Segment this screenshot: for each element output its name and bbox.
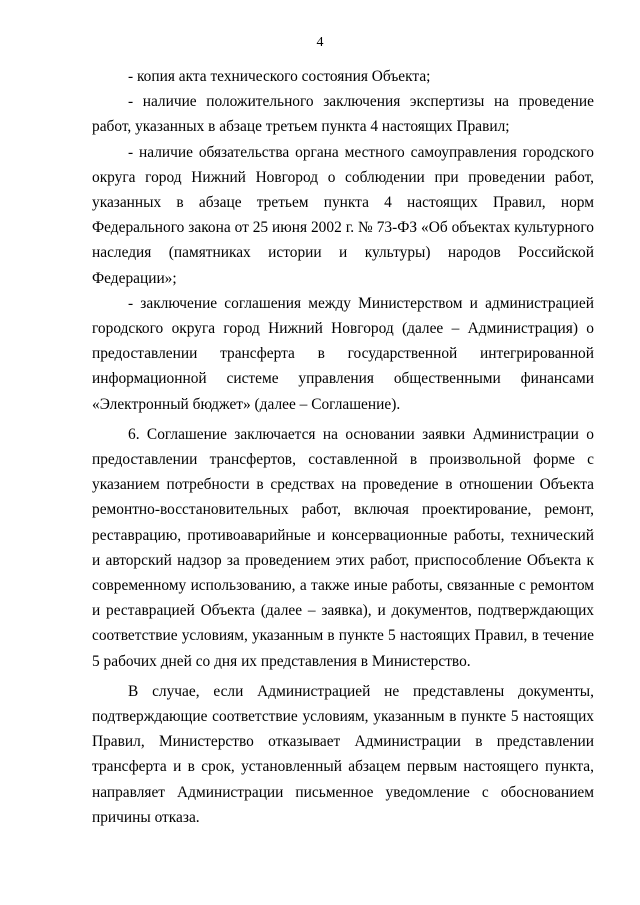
paragraph-municipal-obligation: - наличие обязательства органа местного самоуправления городского округа город Нижний Новгород о соблюдении при проведении работ, указанных в абзаце третьем пункта 4 настоящих Правил, норм Федерального закона от 25 июня 2002 г. № 73-ФЗ «Об объектах культурного наследия (памятниках истории и культуры) народов Российской Федерации»;	[92, 143, 594, 287]
paragraph-inspection-act: - копия акта технического состояния Объекта;	[128, 68, 431, 85]
document-body	[92, 64, 594, 830]
paragraph-agreement-conclusion: - заключение соглашения между Министерством и администрацией городского округа город Нижний Новгород (далее – Администрация) о предоставлении трансферта в государственной интегрированной информационной системе управления общественными финансами «Электронный бюджет» (далее – Соглашение).	[92, 294, 594, 413]
paragraph-expert-conclusion: - наличие положительного заключения экспертизы на проведение работ, указанных в абзаце третьем пункта 4 настоящих Правил;	[92, 93, 594, 136]
paragraph-item-6: 6. Соглашение заключается на основании заявки Администрации о предоставлении трансфертов, составленной в произвольной форме с указанием потребности в средствах на проведение в отношении Объекта ремонтно-восстановительных работ, включая проектирование, ремонт, реставрацию, противоаварийные и консервационные работы, технический и авторский надзор за проведением этих работ, приспособление Объекта к современному использованию, а также иные работы, связанные с ремонтом и реставрацией Объекта (далее – заявка), и документов, подтверждающих соответствие условиям, указанным в пункте 5 настоящих Правил, в течение 5 рабочих дней со дня их представления в Министерство.	[92, 425, 594, 670]
page-number: 4	[316, 35, 324, 50]
paragraph-refusal: В случае, если Администрацией не представлены документы, подтверждающие соответствие условиям, указанным в пункте 5 настоящих Правил, Министерство отказывает Администрации в представлении трансферта и в срок, установленный абзацем первым настоящего пункта, направляет Администрации письменное уведомление с обоснованием причины отказа.	[92, 682, 594, 826]
